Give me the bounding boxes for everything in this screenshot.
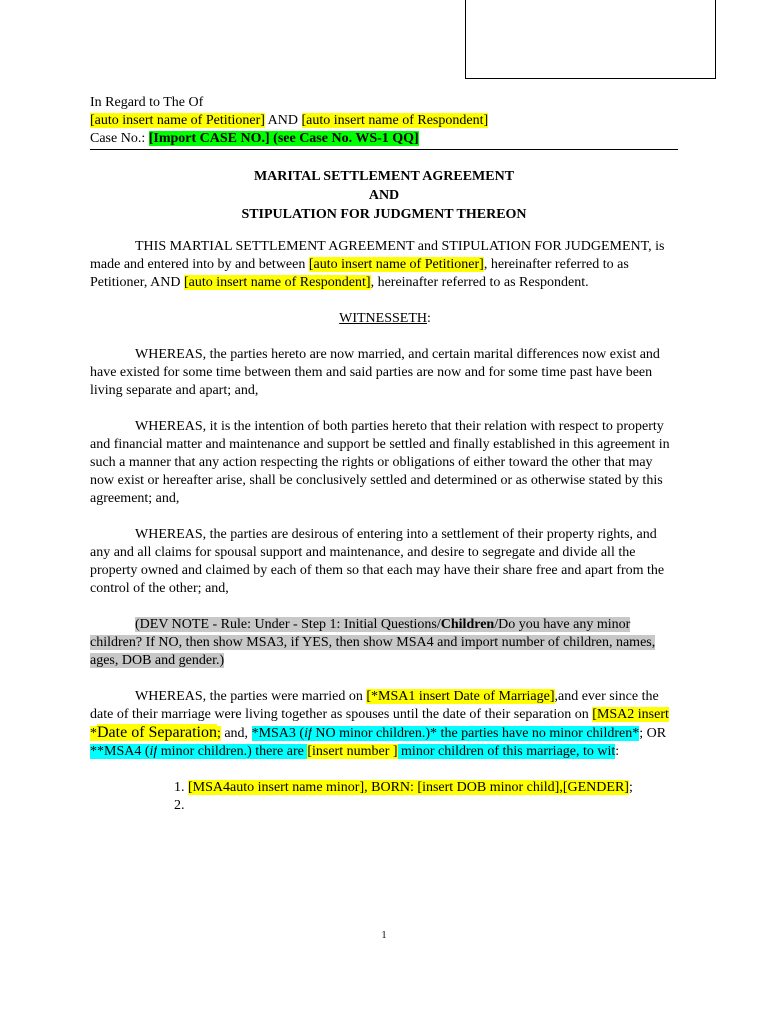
msa2-placeholder-start[interactable]: [MSA2 insert *	[90, 707, 669, 741]
list-item	[174, 797, 680, 815]
list-item-placeholder[interactable]: [MSA4auto insert name minor], BORN: [insert DOB minor child],[GENDER]	[188, 780, 629, 795]
intro-text-1: THIS MARTIAL SETTLEMENT AGREEMENT and STIPULATION FOR JUDGEMENT, is made and entered into by and between	[90, 239, 665, 272]
title-line-3: STIPULATION FOR JUDGMENT THEREON	[241, 207, 527, 222]
children-list	[174, 779, 680, 815]
w4-text-3: and,	[220, 726, 252, 741]
list-item-number: 2.	[174, 798, 185, 813]
msa4-if[interactable]: if	[149, 744, 158, 759]
document-title	[90, 167, 678, 224]
case-label: Case No.:	[90, 131, 149, 146]
insert-number-placeholder[interactable]: [insert number ]	[307, 744, 398, 759]
header-and: AND	[264, 113, 302, 128]
msa3-if[interactable]: if	[304, 726, 312, 741]
msa3-text[interactable]: NO minor children.)* the parties have no minor children*	[311, 726, 640, 741]
witnesseth-colon: :	[427, 311, 431, 326]
w4-colon: :	[615, 744, 620, 759]
petitioner-placeholder[interactable]: [auto insert name of Petitioner]	[90, 113, 265, 128]
header-case	[90, 130, 678, 148]
dev-note-text-1: (DEV NOTE - Rule: Under - Step 1: Initial Questions/	[135, 617, 441, 632]
intro-paragraph	[90, 238, 680, 292]
witnesseth-label: WITNESSETH	[339, 311, 427, 326]
w4-text-1: WHEREAS, the parties were married on	[135, 689, 367, 704]
w4-text-2: ,and ever since the date of their marriage were living together as spouses until the date of their separation on	[90, 689, 659, 722]
msa4-text-end[interactable]: minor children of this marriage, to wit	[397, 744, 616, 759]
intro-petitioner-placeholder[interactable]: [auto insert name of Petitioner]	[308, 257, 484, 272]
msa4-start[interactable]: **MSA4 (	[90, 744, 150, 759]
list-item-tail: ;	[628, 780, 633, 795]
whereas-paragraph-2: WHEREAS, it is the intention of both parties hereto that their relation with respect to property and financial matter and maintenance and support be settled and finally established in this agreement in such a manner that any action respecting the rights or obligations of either toward the other that may now exist or hereafter arise, shall be conclusively settled and determined or as otherwise stated by this agreement; and,	[90, 419, 670, 506]
whereas-paragraph-4	[90, 688, 680, 761]
msa2-placeholder-end[interactable]: ;	[216, 726, 221, 741]
case-number-placeholder[interactable]: [Import CASE NO.] (see Case No. WS-1 QQ]	[148, 131, 419, 146]
w4-text-4: ; OR	[639, 726, 667, 741]
respondent-placeholder[interactable]: [auto insert name of Respondent]	[301, 113, 489, 128]
msa4-text[interactable]: minor children.) there are	[157, 744, 308, 759]
intro-text-2: , hereinafter referred to as Petitioner, AND	[90, 257, 629, 290]
intro-text-3: , hereinafter referred to as Respondent.	[370, 275, 589, 290]
dev-note-text-2: /Do you have any minor children? If NO, then show MSA3, if YES, then show MSA4 and import number of children, names, ages, DOB and gender.)	[90, 617, 656, 668]
msa1-placeholder[interactable]: [*MSA1 insert Date of Marriage]	[366, 689, 555, 704]
header-parties	[90, 112, 678, 130]
list-item-number: 1.	[174, 780, 188, 795]
msa2-date-of-separation[interactable]: Date of Separation	[97, 724, 217, 741]
dev-note	[90, 616, 680, 670]
document-body	[90, 238, 680, 815]
page-number: 1	[381, 930, 387, 941]
title-line-2: AND	[368, 188, 400, 203]
intro-respondent-placeholder[interactable]: [auto insert name of Respondent]	[183, 275, 371, 290]
corner-box	[465, 0, 716, 79]
header-divider	[90, 149, 678, 150]
whereas-paragraph-1: WHEREAS, the parties hereto are now married, and certain marital differences now exist and have existed for some time between them and said parties are now and for some time past have been living separate and apart; and,	[90, 347, 660, 398]
msa3-start[interactable]: *MSA3 (	[251, 726, 305, 741]
title-line-1: MARITAL SETTLEMENT AGREEMENT	[253, 169, 515, 184]
dev-note-bold: Children	[440, 617, 495, 632]
whereas-paragraph-3: WHEREAS, the parties are desirous of entering into a settlement of their property rights, and any and all claims for spousal support and maintenance, and desire to segregate and divide all the property owned and claimed by each of them so that each may have their share free and apart from the control of the other; and,	[90, 527, 665, 596]
list-item	[174, 779, 680, 797]
header-line-1: In Regard to The Of	[90, 95, 204, 110]
case-header	[90, 94, 678, 148]
witnesseth-heading	[90, 310, 680, 328]
